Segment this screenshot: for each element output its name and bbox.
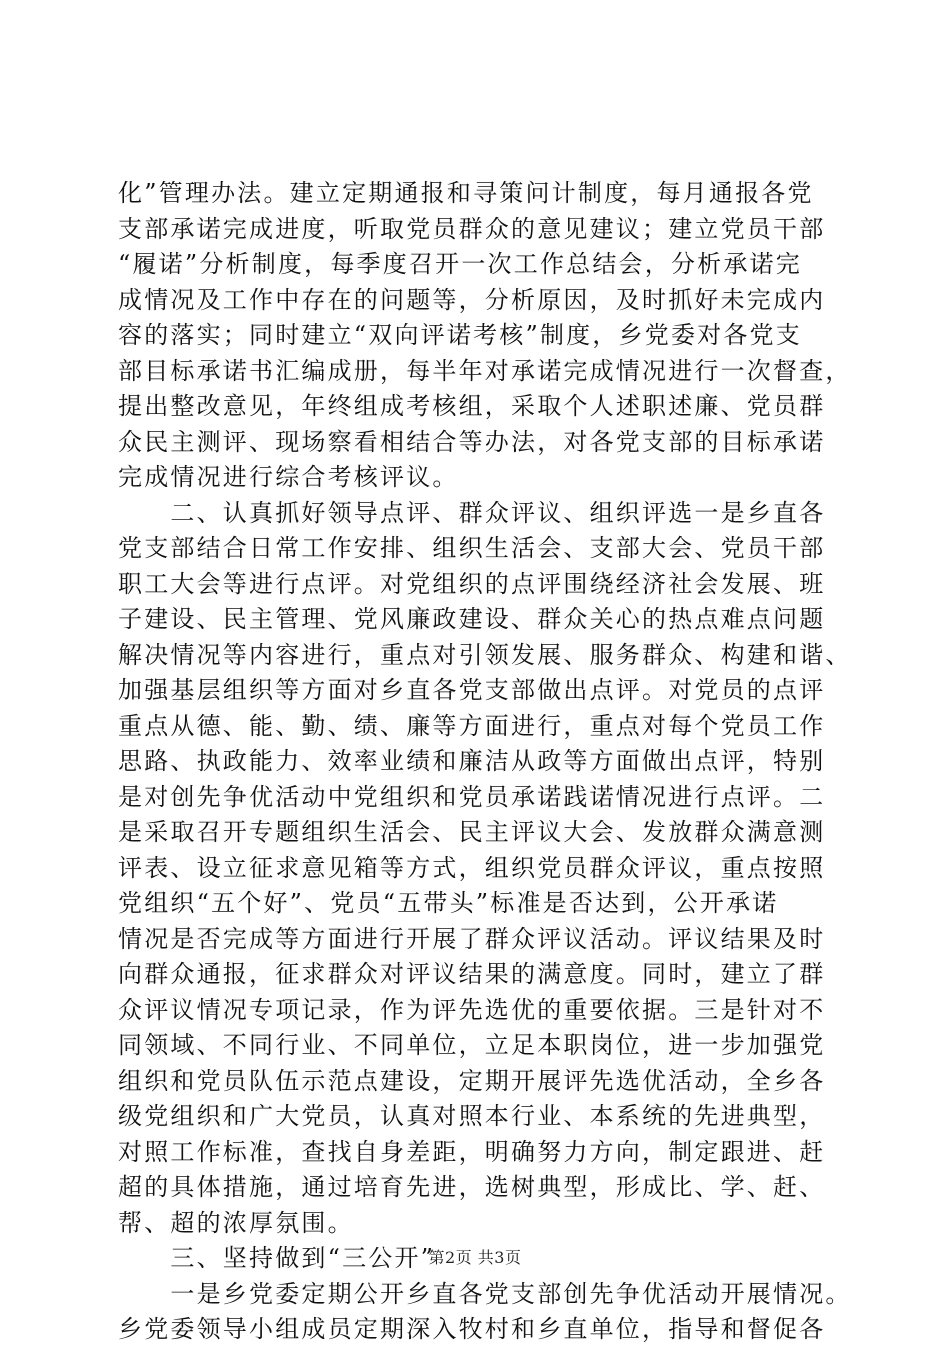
text-line: 众评议情况专项记录，作为评先选优的重要依据。三是针对不 bbox=[118, 995, 826, 1024]
text-line: 向群众通报，征求群众对评议结果的满意度。同时，建立了群 bbox=[118, 960, 826, 988]
text-line: 解决情况等内容进行，重点对引领发展、服务群众、构建和谐、 bbox=[118, 640, 852, 669]
text-line: 是采取召开专题组织生活会、民主评议大会、发放群众满意测 bbox=[118, 818, 826, 846]
text-line: 一是乡党委定期公开乡直各党支部创先争优活动开展情况。 bbox=[118, 1279, 852, 1308]
text-line: 二、认真抓好领导点评、群众评议、组织评选一是乡直各 bbox=[118, 498, 826, 527]
text-line: 部目标承诺书汇编成册，每半年对承诺完成情况进行一次督查， bbox=[118, 356, 852, 385]
text-line: 组织和党员队伍示范点建设，定期开展评先选优活动，全乡各 bbox=[118, 1066, 826, 1095]
text-line: 党组织“五个好”、党员“五带头”标准是否达到，公开承诺 bbox=[118, 889, 779, 917]
text-line: 对照工作标准，查找自身差距，明确努力方向，制定跟进、赶 bbox=[118, 1137, 826, 1166]
text-line: 乡党委领导小组成员定期深入牧村和乡直单位，指导和督促各 bbox=[118, 1315, 826, 1343]
text-line: 重点从德、能、勤、绩、廉等方面进行，重点对每个党员工作 bbox=[118, 711, 826, 740]
text-line: 帮、超的浓厚氛围。 bbox=[118, 1208, 354, 1237]
text-line: 加强基层组织等方面对乡直各党支部做出点评。对党员的点评 bbox=[118, 676, 826, 704]
text-line: 完成情况进行综合考核评议。 bbox=[118, 463, 459, 491]
text-line: 化”管理办法。建立定期通报和寻策问计制度，每月通报各党 bbox=[118, 179, 814, 207]
text-line: 同领域、不同行业、不同单位，立足本职岗位，进一步加强党 bbox=[118, 1031, 826, 1059]
text-line: 众民主测评、现场察看相结合等办法，对各党支部的目标承诺 bbox=[118, 427, 826, 456]
text-line: 支部承诺完成进度，听取党员群众的意见建议；建立党员干部 bbox=[118, 214, 826, 243]
text-line: 党支部结合日常工作安排、组织生活会、支部大会、党员干部 bbox=[118, 534, 826, 562]
text-line: 三、坚持做到“三公开” bbox=[118, 1244, 436, 1272]
page-footer: 第2页 共3页 bbox=[428, 1248, 522, 1267]
text-line: 级党组织和广大党员，认真对照本行业、本系统的先进典型， bbox=[118, 1102, 826, 1130]
text-line: 职工大会等进行点评。对党组织的点评围绕经济社会发展、班 bbox=[118, 569, 826, 598]
text-line: 超的具体措施，通过培育先进，选树典型，形成比、学、赶、 bbox=[118, 1173, 826, 1201]
text-line: 提出整改意见，年终组成考核组，采取个人述职述廉、党员群 bbox=[118, 392, 826, 420]
document-body bbox=[118, 176, 852, 1348]
text-line: 容的落实；同时建立“双向评诺考核”制度，乡党委对各党支 bbox=[118, 321, 802, 349]
text-line: 思路、执政能力、效率业绩和廉洁从政等方面做出点评，特别 bbox=[118, 747, 826, 775]
text-line: 子建设、民主管理、党风廉政建设、群众关心的热点难点问题 bbox=[118, 605, 826, 633]
text-line: 评表、设立征求意见箱等方式，组织党员群众评议，重点按照 bbox=[118, 853, 826, 882]
text-line: 是对创先争优活动中党组织和党员承诺践诺情况进行点评。二 bbox=[118, 782, 826, 811]
text-line: “履诺”分析制度，每季度召开一次工作总结会，分析承诺完 bbox=[118, 250, 802, 278]
text-line: 情况是否完成等方面进行开展了群众评议活动。评议结果及时 bbox=[118, 924, 826, 953]
text-line: 成情况及工作中存在的问题等，分析原因，及时抓好未完成内 bbox=[118, 285, 826, 314]
